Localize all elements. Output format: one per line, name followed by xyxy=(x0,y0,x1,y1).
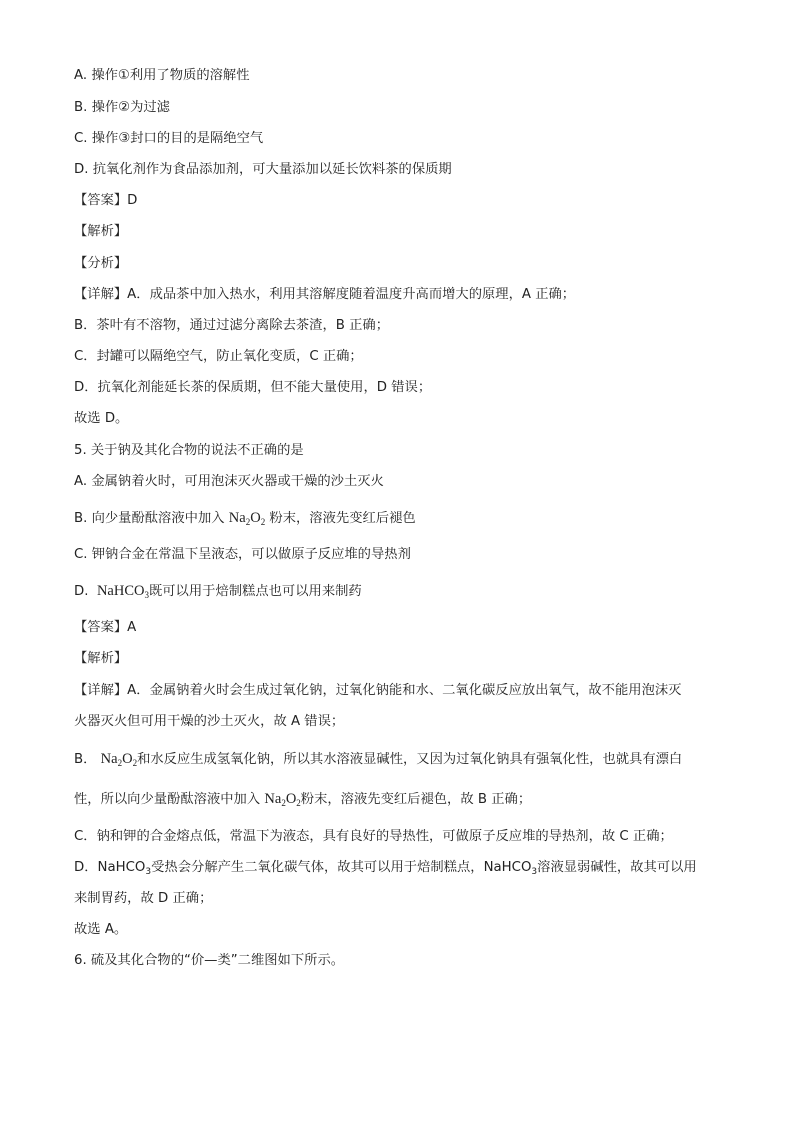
q4-detail-d: D．抗氧化剂能延长茶的保质期，但不能大量使用，D 错误； xyxy=(74,380,432,395)
q5-option-b xyxy=(74,508,416,529)
q5-option-a: A. 金属钠着火时，可用泡沫灭火器或干燥的沙土灭火 xyxy=(74,474,384,489)
q5-option-c: C. 钾钠合金在常温下呈液态，可以做原子反应堆的导热剂 xyxy=(74,547,411,562)
q5-detail-a-line2: 火器灭火但可用干燥的沙土灭火，故 A 错误； xyxy=(74,714,345,729)
q5-detail-a-line1: 【详解】A．金属钠着火时会生成过氧化钠，过氧化钠能和水、二氧化碳反应放出氧气，故不能用泡沫灭 xyxy=(74,683,682,698)
q5-option-d-post: 既可以用于焙制糕点也可以用来制药 xyxy=(148,584,362,599)
q4-analysis-heading: 【解析】 xyxy=(74,224,128,239)
q4-detail-b: B．茶叶有不溶物，通过过滤分离除去茶渣，B 正确； xyxy=(74,318,390,333)
q5-answer: 【答案】A xyxy=(74,620,137,635)
na2o2-formula: $Na_2O_2$ xyxy=(228,510,266,527)
q4-detail-c: C．封罐可以隔绝空气，防止氧化变质，C 正确； xyxy=(74,349,363,364)
q4-option-a: A. 操作①利用了物质的溶解性 xyxy=(74,68,250,83)
q5-option-d-pre: D. xyxy=(74,584,89,599)
q5-detail-b-line2: 性，所以向少量酚酞溶液中加入 $Na_2O_2$粉末，溶液先变红后褪色，故 B 正确； xyxy=(74,791,532,808)
q5-analysis-heading: 【解析】 xyxy=(74,651,128,666)
q5-detail-d-line1: D．NaHCO$_3$受热会分解产生二氧化碳气体，故其可以用于焙制糕点，NaHCO$_3$溶液显弱碱性，故其可以用 xyxy=(74,860,697,877)
q5-detail-b-line1: B． $Na_2O_2$和水反应生成氢氧化钠，所以其水溶液显碱性，又因为过氧化钠具有强氧化性，也就具有漂白 xyxy=(74,751,683,768)
nahco3-formula: NaHCO$_3$ xyxy=(97,860,152,877)
nahco3-formula: NaHCO$_3$ xyxy=(96,583,149,600)
q5-stem: 5. 关于钠及其化合物的说法不正确的是 xyxy=(74,443,304,458)
q4-answer: 【答案】D xyxy=(74,193,138,208)
q5-option-b-pre: B. 向少量酚酞溶液中加入 xyxy=(74,511,225,526)
q4-option-b: B. 操作②为过滤 xyxy=(74,100,170,115)
q5-conclusion: 故选 A。 xyxy=(74,922,128,937)
q4-detail-a: 【详解】A．成品茶中加入热水，利用其溶解度随着温度升高而增大的原理，A 正确； xyxy=(74,287,576,302)
q4-option-c: C. 操作③封口的目的是隔绝空气 xyxy=(74,131,264,146)
q5-detail-d-line2: 来制胃药，故 D 正确； xyxy=(74,891,213,906)
q4-conclusion: 故选 D。 xyxy=(74,411,129,426)
na2o2-formula: $Na_2O_2$ xyxy=(100,751,138,768)
q4-fenxi-heading: 【分析】 xyxy=(74,256,128,271)
q6-stem: 6. 硫及其化合物的“价—类”二维图如下所示。 xyxy=(74,953,345,968)
q5-option-b-post: 粉末，溶液先变红后褪色 xyxy=(269,511,416,526)
na2o2-formula: $Na_2O_2$ xyxy=(264,791,301,808)
nahco3-formula: NaHCO$_3$ xyxy=(483,860,538,877)
q5-option-d xyxy=(74,581,362,602)
q4-option-d: D. 抗氧化剂作为食品添加剂，可大量添加以延长饮料茶的保质期 xyxy=(74,162,452,177)
q5-detail-c: C．钠和钾的合金熔点低，常温下为液态，具有良好的导热性，可做原子反应堆的导热剂，故 C 正确； xyxy=(74,829,673,844)
